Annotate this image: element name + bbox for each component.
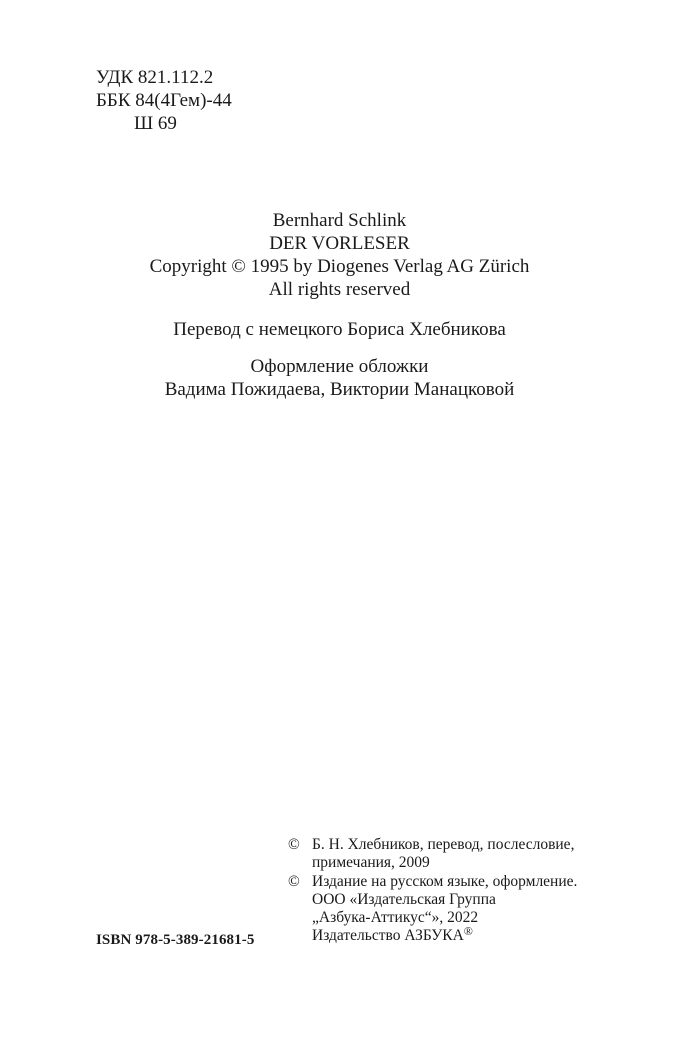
isbn-number: ISBN 978-5-389-21681-5 bbox=[96, 932, 255, 948]
translator-line: Перевод с немецкого Бориса Хлебникова bbox=[173, 319, 506, 340]
copyright-notices bbox=[288, 836, 577, 946]
rights-reserved: All rights reserved bbox=[268, 279, 411, 300]
translator-credit bbox=[0, 318, 679, 341]
publisher-line bbox=[288, 924, 577, 945]
registered-mark: ® bbox=[463, 924, 473, 939]
notice-text: ООО «Издательская Группа bbox=[312, 890, 496, 908]
notice-text: „Азбука-Аттикус“», 2022 bbox=[312, 909, 479, 927]
cover-design-credit bbox=[0, 355, 679, 401]
cover-design-line1: Оформление обложки bbox=[250, 356, 429, 377]
copyright-symbol: © bbox=[288, 836, 300, 853]
notice-text: Издание на русском языке, оформление. bbox=[312, 872, 578, 890]
original-copyright: Copyright © 1995 by Diogenes Verlag AG Zürich bbox=[149, 256, 530, 277]
author-mark: Ш 69 bbox=[134, 113, 177, 134]
copyright-symbol: © bbox=[288, 872, 300, 890]
bbk-code: ББК 84(4Гем)-44 bbox=[96, 90, 232, 111]
original-edition-credits bbox=[0, 209, 679, 301]
udk-code: УДК 821.112.2 bbox=[96, 67, 214, 88]
notice-text: примечания, 2009 bbox=[312, 854, 430, 872]
cover-design-line2: Вадима Пожидаева, Виктории Манацковой bbox=[164, 379, 515, 400]
original-author: Bernhard Schlink bbox=[272, 210, 407, 231]
copyright-notice-2 bbox=[288, 873, 577, 891]
copyright-notice-1 bbox=[288, 836, 577, 854]
publisher-name: Издательство АЗБУКА bbox=[312, 927, 464, 945]
classification-codes bbox=[96, 66, 232, 135]
original-title: DER VORLESER bbox=[269, 233, 410, 254]
notice-text: Б. Н. Хлебников, перевод, послесловие, bbox=[312, 836, 575, 853]
